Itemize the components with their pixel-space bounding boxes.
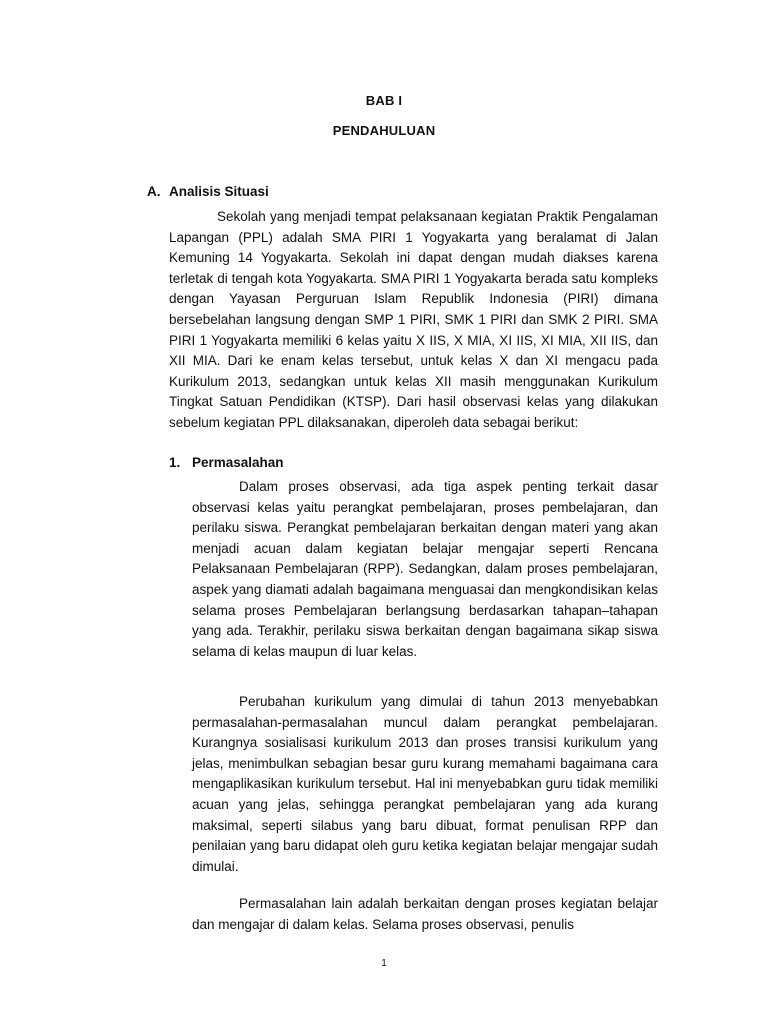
paragraph-text: Perubahan kurikulum yang dimulai di tahun 2013 menyebabkan permasalahan-permasalahan muncul dalam perangkat pembelajaran. Kurangnya sosialisasi kurikulum 2013 dan proses transisi kurikulum yang jelas, menimbulkan sebagian besar guru kurang memahami bagaimana cara mengaplikasikan kurikulum tersebut. Hal ini menyebabkan guru tidak memiliki acuan yang jelas, sehingga perangkat pembelajaran yang ada kurang maksimal, seperti silabus yang baru dibuat, format penulisan RPP dan penilaian yang baru didapat oleh guru ketika kegiatan belajar mengajar sudah dimulai. — [192, 694, 658, 874]
page-number: 1 — [381, 958, 387, 969]
subsection-1-paragraph-2 — [192, 692, 658, 877]
subsection-1-paragraph-1 — [192, 477, 658, 662]
chapter-title: PENDAHULUAN — [332, 123, 436, 138]
subsection-1-title: Permasalahan — [192, 455, 284, 470]
chapter-heading: BAB I — [365, 93, 403, 108]
paragraph-text: Permasalahan lain adalah berkaitan dengan proses kegiatan belajar dan mengajar di dalam kelas. Selama proses observasi, penulis — [192, 896, 658, 932]
paragraph-text: Dalam proses observasi, ada tiga aspek penting terkait dasar observasi kelas yaitu perangkat pembelajaran, proses pembelajaran, dan perilaku siswa. Perangkat pembelajaran berkaitan dengan materi yang akan menjadi acuan dalam kegiatan belajar mengajar seperti Rencana Pelaksanaan Pembelajaran (RPP). Sedangkan, dalam proses pembelajaran, aspek yang diamati adalah bagaimana menguasai dan mengkondisikan kelas selama proses Pembelajaran berlangsung berdasarkan tahapan–tahapan yang ada. Terakhir, perilaku siswa berkaitan dengan bagaimana sikap siswa selama di kelas maupun di luar kelas. — [192, 479, 658, 659]
section-a-letter: A. — [147, 184, 161, 199]
section-a-paragraph-text: Sekolah yang menjadi tempat pelaksanaan kegiatan Praktik Pengalaman Lapangan (PPL) adalah SMA PIRI 1 Yogyakarta yang beralamat di Jalan Kemuning 14 Yogyakarta. Sekolah ini dapat dengan mudah diakses karena terletak di tengah kota Yogyakarta. SMA PIRI 1 Yogyakarta berada satu kompleks dengan Yayasan Perguruan Islam Republik Indonesia (PIRI) dimana bersebelahan langsung dengan SMP 1 PIRI, SMK 1 PIRI dan SMK 2 PIRI. SMA PIRI 1 Yogyakarta memiliki 6 kelas yaitu X IIS, X MIA, XI IIS, XI MIA, XII IIS, dan XII MIA. Dari ke enam kelas tersebut, untuk kelas X dan XI mengacu pada Kurikulum 2013, sedangkan untuk kelas XII masih menggunakan Kurikulum Tingkat Satuan Pendidikan (KTSP). Dari hasil observasi kelas yang dilakukan sebelum kegiatan PPL dilaksanakan, diperoleh data sebagai berikut: — [169, 209, 658, 430]
subsection-1-paragraph-3 — [192, 894, 658, 935]
subsection-1-number: 1. — [169, 455, 181, 470]
section-a-heading — [147, 184, 269, 199]
section-a-paragraph — [169, 207, 658, 434]
section-a-title: Analisis Situasi — [169, 184, 269, 199]
subsection-1-heading — [169, 455, 284, 470]
